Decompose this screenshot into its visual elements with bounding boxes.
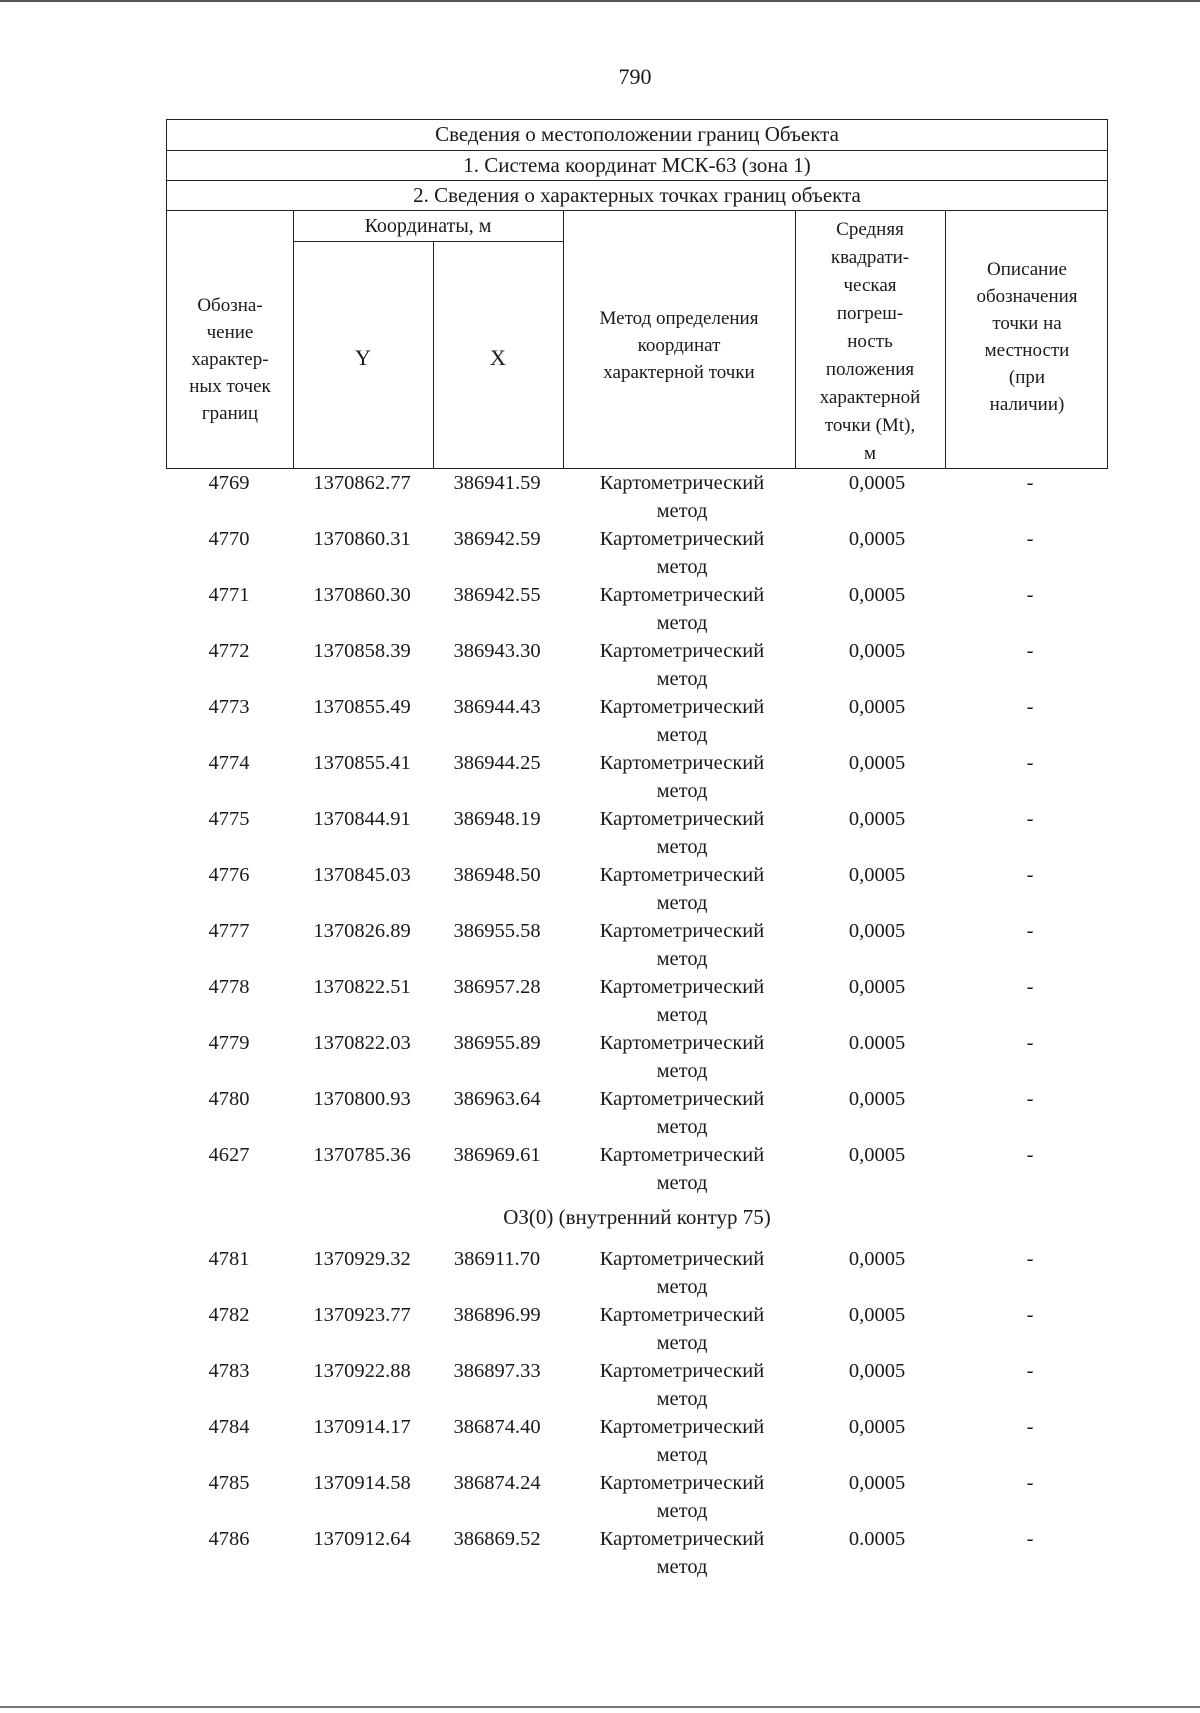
description: - (1026, 864, 1034, 886)
table-row (166, 749, 1108, 805)
method: Картометрический метод (599, 1144, 765, 1194)
coordinate-y: 1370860.31 (313, 528, 411, 550)
method: Картометрический метод (599, 1248, 765, 1298)
table-row (166, 973, 1108, 1029)
coordinate-x: 386957.28 (453, 976, 541, 998)
point-id: 4772 (208, 640, 250, 662)
coordinate-y: 1370912.64 (313, 1528, 411, 1550)
description: - (1026, 472, 1034, 494)
coordinate-x: 386943.30 (453, 640, 541, 662)
point-id: 4781 (208, 1248, 250, 1270)
error-value: 0.0005 (848, 1528, 906, 1550)
table-row (166, 1413, 1108, 1469)
table-row (166, 525, 1108, 581)
coords-subdivider (293, 241, 563, 242)
table-row (166, 1301, 1108, 1357)
point-id: 4784 (208, 1416, 250, 1438)
coordinate-x: 386942.59 (453, 528, 541, 550)
point-id: 4774 (208, 752, 250, 774)
error-value: 0,0005 (848, 472, 906, 494)
coordinate-y: 1370922.88 (313, 1360, 411, 1382)
error-value: 0,0005 (848, 1416, 906, 1438)
header-title-row: Сведения о местоположении границ Объекта (167, 120, 1107, 151)
column-header-y: Y (355, 345, 371, 370)
description: - (1026, 1248, 1034, 1270)
coordinate-x: 386955.89 (453, 1032, 541, 1054)
method: Картометрический метод (599, 1416, 765, 1466)
table-row (166, 1029, 1108, 1085)
column-header-coordinates: Координаты, м (364, 215, 492, 237)
table-row (166, 1141, 1108, 1197)
description: - (1026, 640, 1034, 662)
header-points-row: 2. Сведения о характерных точках границ объекта (167, 181, 1107, 211)
point-id: 4779 (208, 1032, 250, 1054)
method: Картометрический метод (599, 1472, 765, 1522)
table-row (166, 1245, 1108, 1301)
method: Картометрический метод (599, 696, 765, 746)
method: Картометрический метод (599, 808, 765, 858)
method: Картометрический метод (599, 1360, 765, 1410)
method: Картометрический метод (599, 920, 765, 970)
coordinate-y: 1370862.77 (313, 472, 411, 494)
description: - (1026, 696, 1034, 718)
table-row (166, 693, 1108, 749)
point-id: 4780 (208, 1088, 250, 1110)
table-row (166, 1525, 1108, 1581)
error-value: 0,0005 (848, 808, 906, 830)
coordinate-y: 1370855.41 (313, 752, 411, 774)
error-value: 0,0005 (848, 1472, 906, 1494)
error-value: 0,0005 (848, 584, 906, 606)
coordinate-y: 1370929.32 (313, 1248, 411, 1270)
description: - (1026, 1032, 1034, 1054)
description: - (1026, 1144, 1034, 1166)
method: Картометрический метод (599, 1088, 765, 1138)
coordinate-y: 1370822.51 (313, 976, 411, 998)
method: Картометрический метод (599, 976, 765, 1026)
description: - (1026, 1360, 1034, 1382)
description: - (1026, 528, 1034, 550)
column-header-id: Обозна- чение характер- ных точек границ (189, 295, 271, 424)
coordinate-x: 386944.43 (453, 696, 541, 718)
coordinate-y: 1370914.58 (313, 1472, 411, 1494)
page-number: 790 (618, 64, 652, 89)
point-id: 4777 (208, 920, 250, 942)
top-border-line (0, 0, 1200, 2)
method: Картометрический метод (599, 472, 765, 522)
column-header-error: Средняя квадрати- ческая погреш- ность положения характерной точки (Mt), м (819, 219, 921, 464)
method: Картометрический метод (599, 1304, 765, 1354)
description: - (1026, 1304, 1034, 1326)
error-value: 0,0005 (848, 696, 906, 718)
point-id: 4778 (208, 976, 250, 998)
table-row (166, 805, 1108, 861)
coordinate-y: 1370855.49 (313, 696, 411, 718)
coordinate-x: 386911.70 (453, 1248, 541, 1270)
coordinate-x: 386963.64 (453, 1088, 541, 1110)
description: - (1026, 976, 1034, 998)
coordinate-x: 386874.40 (453, 1416, 541, 1438)
error-value: 0,0005 (848, 864, 906, 886)
method: Картометрический метод (599, 752, 765, 802)
header-coord-system-row: 1. Система координат МСК-63 (зона 1) (167, 151, 1107, 181)
point-id: 4769 (208, 472, 250, 494)
method: Картометрический метод (599, 528, 765, 578)
error-value: 0,0005 (848, 1304, 906, 1326)
coordinate-x: 386896.99 (453, 1304, 541, 1326)
point-id: 4773 (208, 696, 250, 718)
description: - (1026, 808, 1034, 830)
error-value: 0,0005 (848, 640, 906, 662)
error-value: 0,0005 (848, 976, 906, 998)
coordinate-x: 386942.55 (453, 584, 541, 606)
method: Картометрический метод (599, 584, 765, 634)
coordinate-y: 1370844.91 (313, 808, 411, 830)
point-id: 4782 (208, 1304, 250, 1326)
error-value: 0,0005 (848, 1144, 906, 1166)
error-value: 0,0005 (848, 920, 906, 942)
error-value: 0,0005 (848, 1088, 906, 1110)
description: - (1026, 1472, 1034, 1494)
method: Картометрический метод (599, 864, 765, 914)
column-header-method: Метод определения координат характерной точки (599, 308, 759, 383)
coordinate-y: 1370800.93 (313, 1088, 411, 1110)
table-row (166, 637, 1108, 693)
point-id: 4783 (208, 1360, 250, 1382)
point-id: 4770 (208, 528, 250, 550)
coordinate-y: 1370826.89 (313, 920, 411, 942)
coordinate-y: 1370845.03 (313, 864, 411, 886)
coordinate-x: 386955.58 (453, 920, 541, 942)
point-id: 4627 (208, 1144, 250, 1166)
table-row (166, 1085, 1108, 1141)
description: - (1026, 1528, 1034, 1550)
coordinate-x: 386948.50 (453, 864, 541, 886)
method: Картометрический метод (599, 1528, 765, 1578)
section-title: ОЗ(0) (внутренний контур 75) (503, 1205, 771, 1229)
method: Картометрический метод (599, 1032, 765, 1082)
coordinate-y: 1370785.36 (313, 1144, 411, 1166)
point-id: 4775 (208, 808, 250, 830)
table-row (166, 469, 1108, 525)
table-row (166, 1357, 1108, 1413)
coordinate-y: 1370860.30 (313, 584, 411, 606)
coordinate-x: 386897.33 (453, 1360, 541, 1382)
coordinate-x: 386944.25 (453, 752, 541, 774)
point-id: 4786 (208, 1528, 250, 1550)
table-row (166, 917, 1108, 973)
column-header-description: Описание обозначения точки на местности (при наличии) (976, 259, 1078, 415)
table-row (166, 1469, 1108, 1525)
error-value: 0.0005 (848, 1032, 906, 1054)
description: - (1026, 1088, 1034, 1110)
coordinate-y: 1370858.39 (313, 640, 411, 662)
method: Картометрический метод (599, 640, 765, 690)
coordinate-y: 1370822.03 (313, 1032, 411, 1054)
coordinate-x: 386874.24 (453, 1472, 541, 1494)
description: - (1026, 1416, 1034, 1438)
coordinate-y: 1370923.77 (313, 1304, 411, 1326)
table-row (166, 861, 1108, 917)
description: - (1026, 920, 1034, 942)
point-id: 4771 (208, 584, 250, 606)
coordinate-x: 386941.59 (453, 472, 541, 494)
error-value: 0,0005 (848, 1248, 906, 1270)
error-value: 0,0005 (848, 752, 906, 774)
point-id: 4785 (208, 1472, 250, 1494)
description: - (1026, 752, 1034, 774)
coordinate-x: 386948.19 (453, 808, 541, 830)
bottom-border-line (0, 1706, 1200, 1708)
point-id: 4776 (208, 864, 250, 886)
coordinate-x: 386869.52 (453, 1528, 541, 1550)
error-value: 0,0005 (848, 1360, 906, 1382)
points-table-body (166, 469, 1108, 1581)
coordinate-x: 386969.61 (453, 1144, 541, 1166)
description: - (1026, 584, 1034, 606)
column-divider (293, 211, 294, 468)
error-value: 0,0005 (848, 528, 906, 550)
column-header-x: X (490, 345, 506, 370)
coordinate-y: 1370914.17 (313, 1416, 411, 1438)
table-header (166, 119, 1108, 469)
table-row (166, 581, 1108, 637)
